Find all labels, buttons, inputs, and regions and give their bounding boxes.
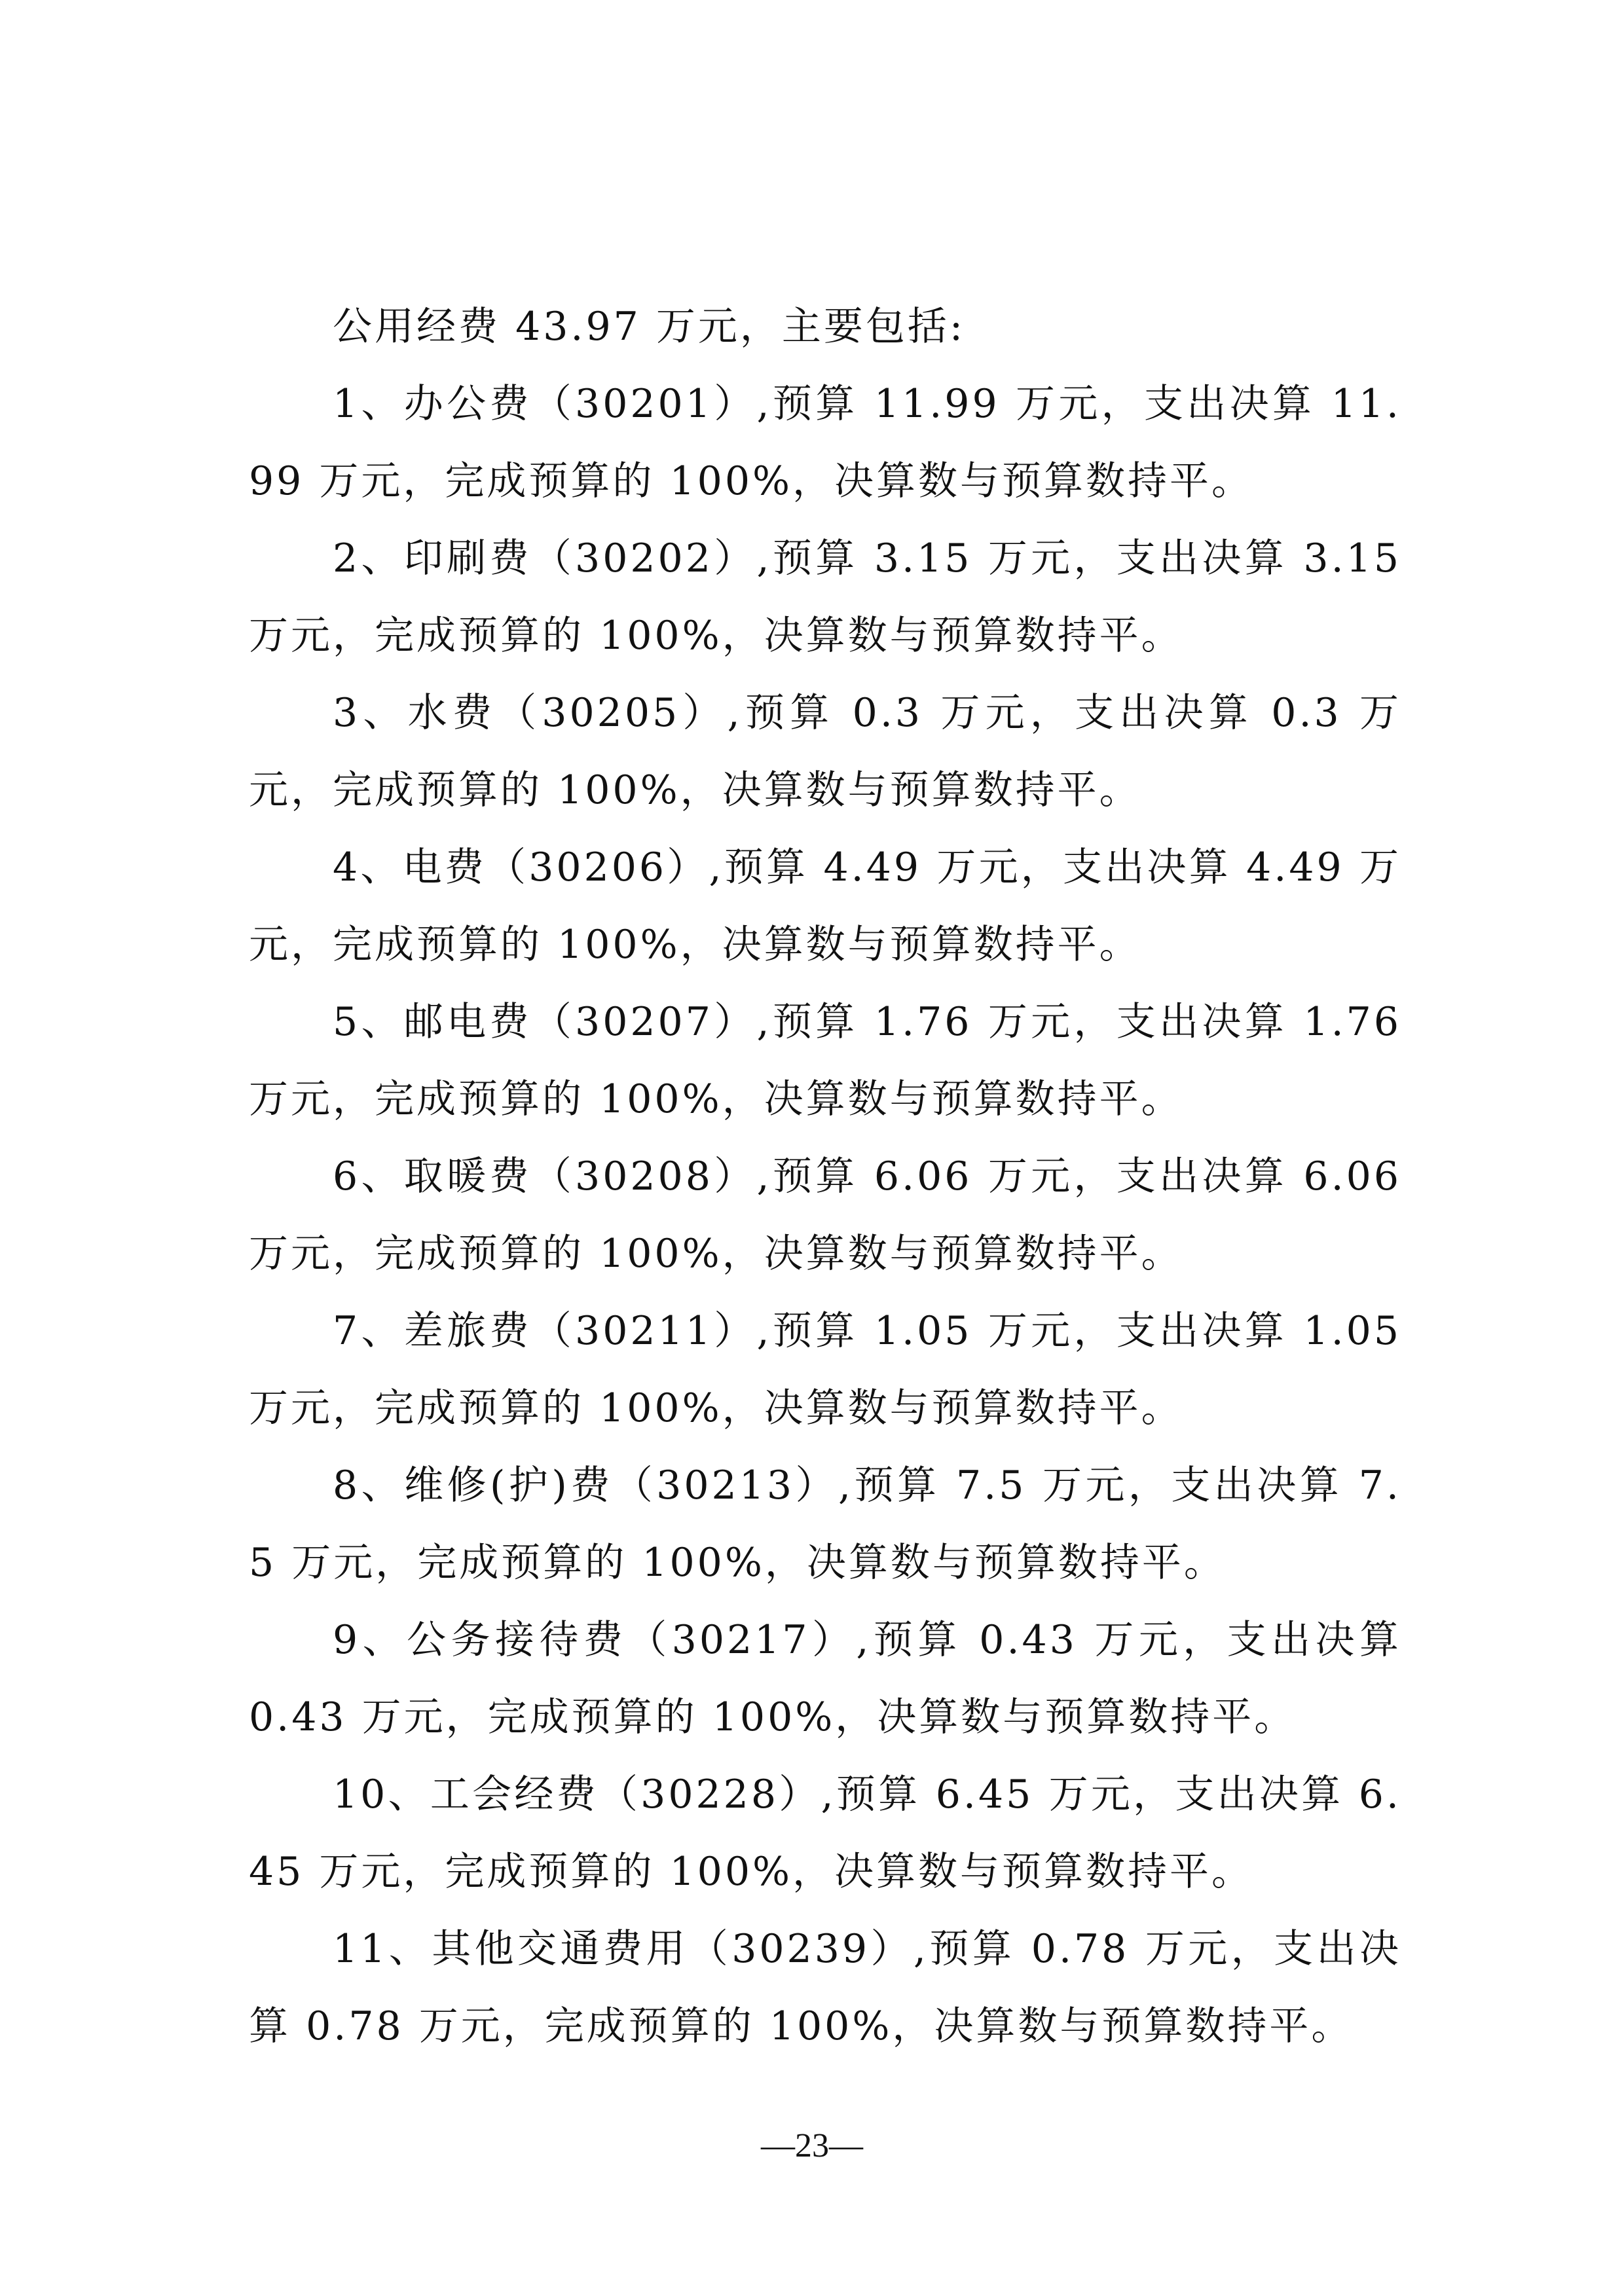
document-body — [249, 288, 1401, 2065]
list-item: 7、差旅费（30211）,预算 1.05 万元，支出决算 1.05 万元，完成预算的 100%，决算数与预算数持平。 — [249, 1308, 1401, 1431]
list-item: 6、取暖费（30208）,预算 6.06 万元，支出决算 6.06 万元，完成预算的 100%，决算数与预算数持平。 — [249, 1154, 1401, 1277]
list-item: 9、公务接待费（30217）,预算 0.43 万元，支出决算 0.43 万元，完成预算的 100%，决算数与预算数持平。 — [249, 1617, 1401, 1740]
page-number: —23— — [761, 2127, 863, 2164]
list-item: 5、邮电费（30207）,预算 1.76 万元，支出决算 1.76 万元，完成预算的 100%，决算数与预算数持平。 — [249, 999, 1401, 1122]
list-item: 8、维修(护)费（30213）,预算 7.5 万元，支出决算 7.5 万元，完成预算的 100%，决算数与预算数持平。 — [249, 1463, 1401, 1586]
list-item: 11、其他交通费用（30239）,预算 0.78 万元，支出决算 0.78 万元，完成预算的 100%，决算数与预算数持平。 — [249, 1926, 1401, 2049]
list-item: 1、办公费（30201）,预算 11.99 万元，支出决算 11.99 万元，完成预算的 100%，决算数与预算数持平。 — [249, 381, 1401, 504]
list-item: 2、印刷费（30202）,预算 3.15 万元，支出决算 3.15 万元，完成预算的 100%，决算数与预算数持平。 — [249, 536, 1401, 659]
intro-paragraph: 公用经费 43.97 万元，主要包括: — [333, 304, 966, 350]
list-item: 3、水费（30205）,预算 0.3 万元，支出决算 0.3 万元，完成预算的 100%，决算数与预算数持平。 — [249, 690, 1401, 813]
list-item: 4、电费（30206）,预算 4.49 万元，支出决算 4.49 万元，完成预算的 100%，决算数与预算数持平。 — [249, 845, 1401, 968]
list-item: 10、工会经费（30228）,预算 6.45 万元，支出决算 6.45 万元，完成预算的 100%，决算数与预算数持平。 — [249, 1772, 1401, 1895]
